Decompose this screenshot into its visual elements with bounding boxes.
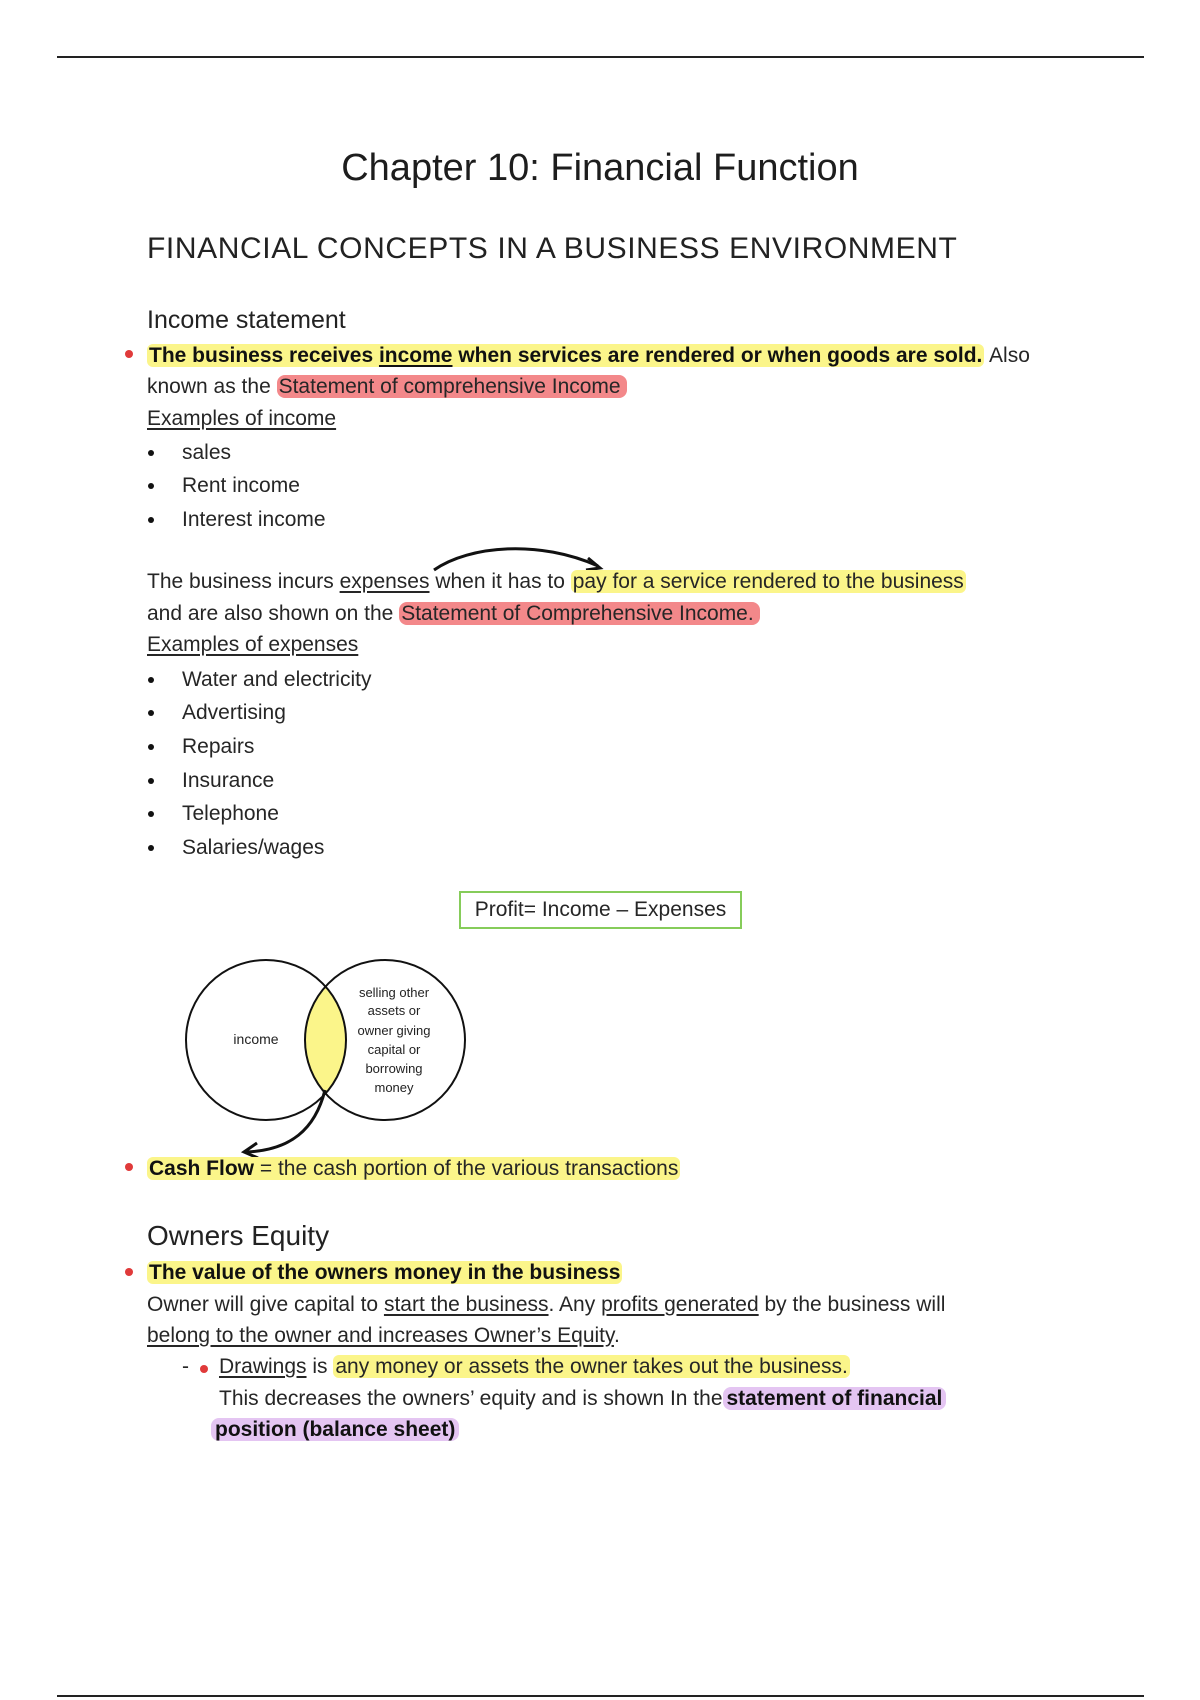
venn-diagram	[180, 955, 480, 1160]
list-item: Water and electricity	[182, 668, 372, 691]
bottom-rule	[57, 1695, 1144, 1697]
decrease-line-2: position (balance sheet)	[211, 1418, 459, 1442]
income-statement-heading: Income statement	[147, 306, 346, 334]
list-item: Repairs	[182, 735, 255, 758]
owners-equity-heading: Owners Equity	[147, 1220, 330, 1251]
venn-right-label-line: money	[374, 1080, 414, 1095]
list-item: Salaries/wages	[182, 836, 325, 859]
red-bullet-icon	[125, 1163, 133, 1171]
drawings-dash: -	[182, 1355, 189, 1378]
bullet-icon	[148, 845, 154, 851]
bullet-icon	[148, 483, 154, 489]
drawings-line: Drawings is any money or assets the owner takes out the business.	[219, 1355, 848, 1378]
bullet-icon	[148, 517, 154, 523]
section-heading: FINANCIAL CONCEPTS IN A BUSINESS ENVIRONMENT	[147, 232, 958, 265]
red-bullet-icon	[125, 350, 133, 358]
owners-equity-definition: The value of the owners money in the business	[149, 1261, 621, 1284]
list-item: sales	[182, 441, 232, 464]
income-definition-highlight: The business receives income when services are rendered or when goods are sold.	[149, 344, 983, 367]
owners-equity-line-2: belong to the owner and increases Owner’s Equity.	[147, 1324, 620, 1347]
bullet-icon	[148, 811, 154, 817]
curved-arrow-icon	[247, 1090, 325, 1152]
owners-equity-line-1: Owner will give capital to start the business. Any profits generated by the business will	[147, 1293, 946, 1316]
venn-right-label-line: capital or	[367, 1042, 421, 1057]
income-definition-line: The business receives income when services are rendered or when goods are sold. Also	[149, 344, 1030, 367]
page-title: Chapter 10: Financial Function	[341, 147, 859, 189]
bullet-icon	[148, 450, 154, 456]
expenses-highlight: pay for a service rendered to the business	[572, 570, 964, 593]
expenses-line-1: The business incurs expenses when it has to pay for a service rendered to the business	[147, 570, 964, 593]
venn-right-label-line: assets or	[367, 1003, 421, 1018]
list-item: Telephone	[182, 802, 279, 825]
known-as-line: known as the Statement of comprehensive Income	[147, 375, 627, 399]
bullet-icon	[148, 710, 154, 716]
red-bullet-icon	[200, 1365, 208, 1373]
top-rule	[57, 56, 1144, 58]
income-examples-heading: Examples of income	[147, 407, 337, 430]
cash-flow-highlight: Cash Flow = the cash portion of the various transactions	[149, 1157, 679, 1180]
red-bullet-icon	[125, 1268, 133, 1276]
bullet-icon	[148, 744, 154, 750]
bullet-icon	[148, 778, 154, 784]
statement-highlight: Statement of Comprehensive Income.	[399, 602, 760, 625]
cash-flow-line	[147, 1157, 680, 1181]
venn-right-label-line: selling other	[358, 985, 430, 1000]
list-item: Insurance	[182, 769, 275, 792]
expenses-examples-heading: Examples of expenses	[147, 633, 359, 656]
list-item: Interest income	[182, 508, 326, 531]
venn-left-label: income	[233, 1031, 279, 1047]
list-item: Rent income	[182, 474, 300, 497]
venn-right-label-line: owner giving	[357, 1023, 431, 1038]
list-item: Advertising	[182, 701, 286, 724]
bullet-icon	[148, 677, 154, 683]
expenses-line-2: and are also shown on the Statement of Comprehensive Income.	[147, 602, 760, 626]
decrease-line-1: This decreases the owners’ equity and is shown In the statement of financial	[219, 1387, 946, 1411]
statement-highlight: Statement of comprehensive Income	[277, 375, 627, 398]
venn-right-label-line: borrowing	[365, 1061, 423, 1076]
profit-formula-box: Profit= Income – Expenses	[459, 891, 742, 929]
